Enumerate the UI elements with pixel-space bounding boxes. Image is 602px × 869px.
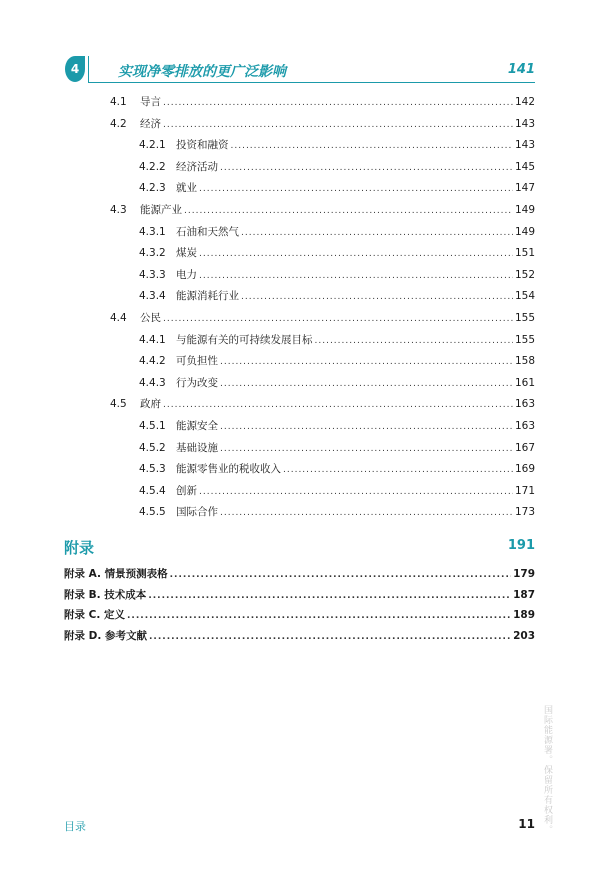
- toc-entry[interactable]: [110, 396, 535, 412]
- toc-entry-number: 4.3.4: [139, 290, 166, 303]
- toc-entry[interactable]: [139, 418, 535, 434]
- toc-entry-title[interactable]: 国际合作: [176, 506, 218, 519]
- toc-entry-title[interactable]: 行为改变: [176, 376, 218, 389]
- toc-dot-leader: [220, 419, 513, 435]
- toc-dot-leader: [315, 333, 513, 349]
- toc-entry-title[interactable]: 能源产业: [140, 204, 182, 216]
- toc-entry-page[interactable]: 167: [514, 441, 535, 454]
- toc-entry-number: 4.2.3: [139, 182, 166, 195]
- appendix-entry-title[interactable]: 附录 B. 技术成本: [64, 588, 147, 601]
- chapter-page-number[interactable]: 141: [507, 62, 535, 77]
- appendix-dot-leader: [149, 629, 511, 645]
- toc-dot-leader: [163, 311, 513, 327]
- toc-entry-number: 4.5.2: [139, 441, 166, 454]
- toc-entry-title[interactable]: 能源安全: [176, 420, 218, 432]
- toc-entry-page[interactable]: 147: [514, 182, 535, 195]
- copyright-side-note: 国际能源署。保留所有权利。: [542, 705, 552, 835]
- toc-entry-page[interactable]: 169: [514, 463, 535, 476]
- toc-entry-number: 4.4.1: [139, 333, 166, 346]
- toc-entry-title[interactable]: 经济活动: [176, 160, 218, 173]
- appendix-entry[interactable]: [64, 587, 535, 603]
- toc-entry[interactable]: [139, 224, 535, 240]
- toc-entry-title[interactable]: 能源消耗行业: [176, 290, 239, 303]
- toc-entry[interactable]: [139, 288, 535, 304]
- toc-entry-title[interactable]: 就业: [176, 182, 197, 195]
- toc-dot-leader: [220, 376, 513, 392]
- toc-dot-leader: [283, 462, 513, 478]
- toc-entry-number: 4.4: [110, 312, 127, 324]
- toc-entry-number: 4.5: [110, 398, 127, 411]
- toc-entry-title[interactable]: 与能源有关的可持续发展目标: [176, 333, 313, 346]
- toc-entry-number: 4.4.2: [139, 355, 166, 368]
- toc-entry-number: 4.5.3: [139, 463, 166, 476]
- toc-dot-leader: [199, 268, 513, 284]
- toc-entry[interactable]: [139, 483, 535, 499]
- toc-entry[interactable]: [139, 159, 535, 175]
- toc-entry-page[interactable]: 151: [514, 247, 535, 260]
- toc-entry-number: 4.3.3: [139, 268, 166, 281]
- toc-entry[interactable]: [139, 332, 535, 348]
- toc-entry-page[interactable]: 161: [514, 376, 535, 389]
- appendix-entry-title[interactable]: 附录 C. 定义: [64, 609, 126, 621]
- chapter-vertical-rule: [88, 56, 89, 83]
- footer-page-number: 11: [518, 817, 535, 831]
- appendix-entry-page[interactable]: 189: [513, 609, 535, 621]
- toc-dot-leader: [241, 289, 513, 305]
- toc-entry-number: 4.3: [110, 204, 127, 216]
- appendix-entry-title[interactable]: 附录 A. 情景预测表格: [64, 568, 168, 580]
- toc-entry-page[interactable]: 173: [514, 506, 535, 519]
- appendix-dot-leader: [170, 567, 511, 583]
- toc-entry-title[interactable]: 煤炭: [176, 247, 197, 260]
- toc-dot-leader: [163, 397, 513, 413]
- toc-entry[interactable]: [110, 310, 535, 326]
- appendix-entry[interactable]: [64, 566, 535, 582]
- toc-entry-number: 4.3.2: [139, 247, 166, 260]
- appendix-entry[interactable]: [64, 628, 535, 644]
- toc-dot-leader: [163, 117, 513, 133]
- appendix-entry[interactable]: [64, 607, 535, 623]
- toc-dot-leader: [220, 505, 513, 521]
- toc-entry[interactable]: [110, 202, 535, 218]
- toc-entry-number: 4.3.1: [139, 225, 166, 238]
- toc-entry[interactable]: [139, 504, 535, 520]
- toc-entry-page[interactable]: 145: [514, 160, 535, 173]
- toc-entry-number: 4.2.2: [139, 160, 166, 173]
- toc-entry-page[interactable]: 152: [514, 268, 535, 281]
- appendix-dot-leader: [127, 608, 511, 624]
- toc-entry[interactable]: [139, 440, 535, 456]
- toc-entry[interactable]: [139, 353, 535, 369]
- toc-dot-leader: [231, 138, 513, 154]
- toc-entry-page[interactable]: 171: [514, 484, 535, 497]
- toc-entry-title[interactable]: 公民: [140, 312, 161, 324]
- chapter-underline: [88, 82, 535, 83]
- toc-entry-page[interactable]: 143: [514, 117, 535, 130]
- toc-entry[interactable]: [110, 116, 535, 132]
- toc-entry-number: 4.5.4: [139, 484, 166, 497]
- toc-entry-title[interactable]: 经济: [140, 117, 161, 130]
- toc-dot-leader: [184, 203, 513, 219]
- toc-dot-leader: [163, 95, 513, 111]
- toc-entry-number: 4.2: [110, 117, 127, 130]
- appendix-entry-title[interactable]: 附录 D. 参考文献: [64, 629, 148, 642]
- toc-entry-number: 4.5.1: [139, 420, 166, 432]
- toc-entry-page[interactable]: 155: [514, 333, 535, 346]
- toc-dot-leader: [199, 484, 513, 500]
- appendix-page-number[interactable]: 191: [507, 538, 535, 553]
- appendix-title[interactable]: 附录: [64, 539, 95, 557]
- chapter-number-badge: 4: [65, 56, 85, 82]
- toc-entry-title[interactable]: 能源零售业的税收收入: [176, 463, 281, 476]
- toc-entry-title[interactable]: 基础设施: [176, 441, 218, 454]
- toc-entry[interactable]: [110, 94, 535, 110]
- toc-entry-page[interactable]: 142: [514, 96, 535, 108]
- toc-entry-title[interactable]: 政府: [140, 398, 161, 411]
- toc-entry[interactable]: [139, 137, 535, 153]
- appendix-entry-page[interactable]: 203: [513, 629, 535, 642]
- toc-entry-page[interactable]: 149: [514, 204, 535, 216]
- toc-entry-page[interactable]: 143: [514, 139, 535, 152]
- toc-entry-number: 4.2.1: [139, 139, 166, 152]
- toc-entry[interactable]: [139, 245, 535, 261]
- toc-entry-number: 4.1: [110, 96, 127, 108]
- toc-dot-leader: [220, 441, 513, 457]
- toc-dot-leader: [199, 181, 513, 197]
- toc-dot-leader: [220, 160, 513, 176]
- appendix-entry-page[interactable]: 179: [513, 568, 535, 580]
- toc-entry-title[interactable]: 投资和融资: [176, 139, 229, 152]
- toc-entry-number: 4.4.3: [139, 376, 166, 389]
- toc-dot-leader: [241, 225, 513, 241]
- toc-entry-title[interactable]: 电力: [176, 268, 197, 281]
- toc-entry-page[interactable]: 155: [514, 312, 535, 324]
- toc-entry-page[interactable]: 163: [514, 420, 535, 432]
- toc-entry[interactable]: [139, 461, 535, 477]
- toc-entry[interactable]: [139, 180, 535, 196]
- toc-entry-number: 4.5.5: [139, 506, 166, 519]
- toc-entry-page[interactable]: 154: [514, 290, 535, 303]
- toc-entry-title[interactable]: 创新: [176, 484, 197, 497]
- toc-entry-title[interactable]: 石油和天然气: [176, 225, 239, 238]
- footer-section-label: 目录: [64, 820, 86, 833]
- toc-entry-page[interactable]: 163: [514, 398, 535, 411]
- appendix-entry-page[interactable]: 187: [513, 588, 535, 601]
- toc-dot-leader: [199, 246, 513, 262]
- toc-entry-page[interactable]: 149: [514, 225, 535, 238]
- toc-entry-title[interactable]: 可负担性: [176, 355, 218, 368]
- toc-entry-page[interactable]: 158: [514, 355, 535, 368]
- toc-entry[interactable]: [139, 375, 535, 391]
- chapter-title[interactable]: 实现净零排放的更广泛影响: [118, 64, 286, 80]
- toc-dot-leader: [220, 354, 513, 370]
- toc-entry-title[interactable]: 导言: [140, 96, 161, 108]
- toc-entry[interactable]: [139, 267, 535, 283]
- appendix-dot-leader: [148, 588, 511, 604]
